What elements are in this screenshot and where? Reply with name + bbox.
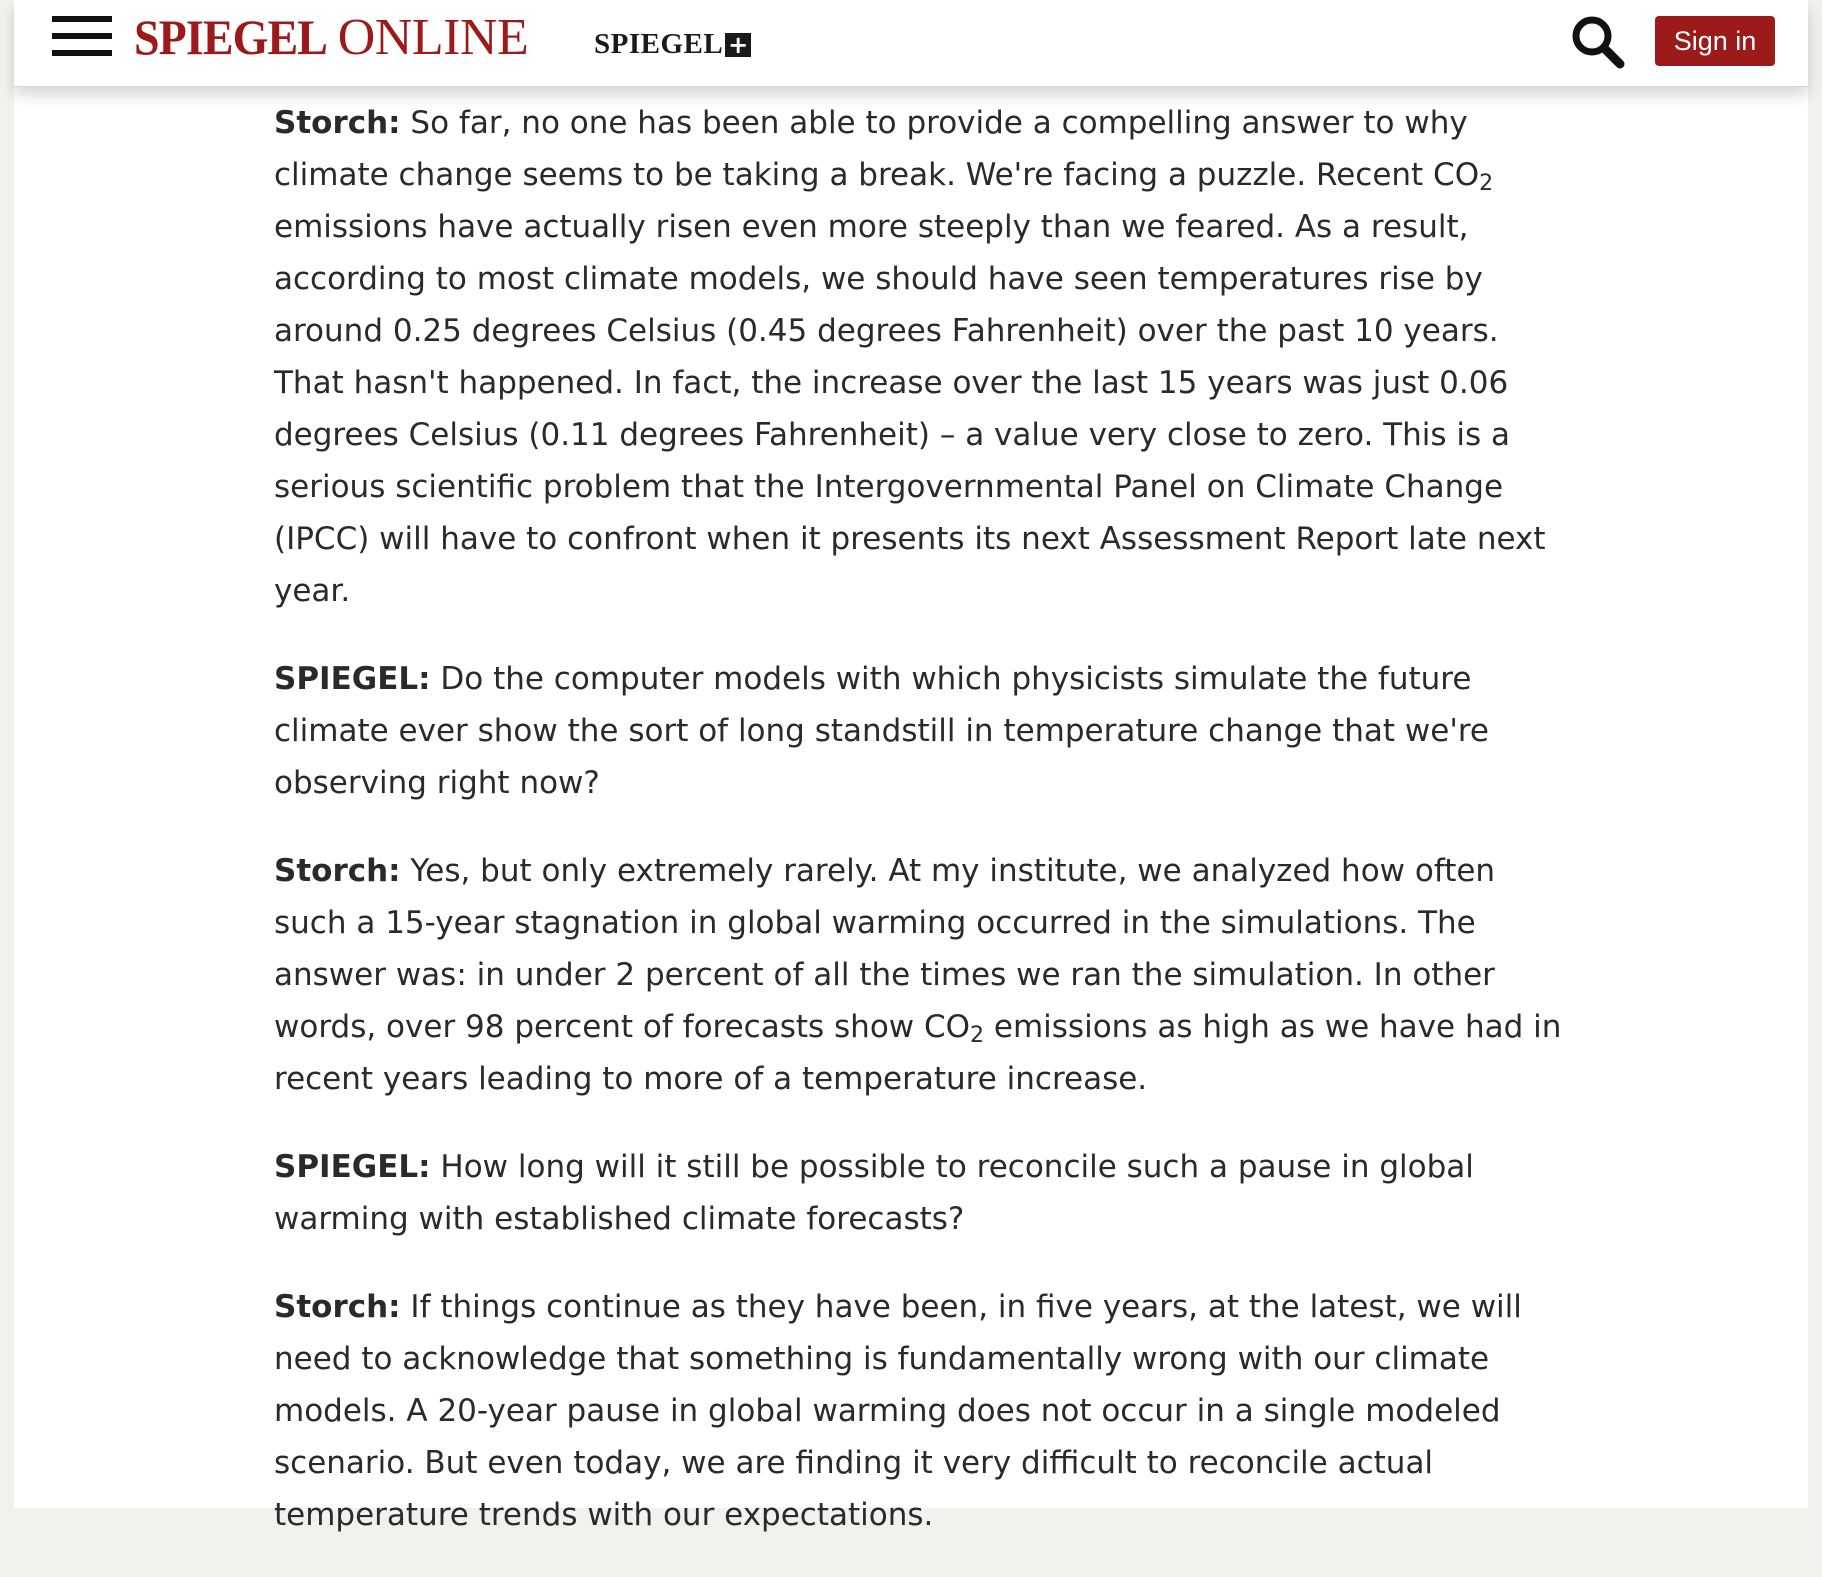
- paragraph-text: If things continue as they have been, in five years, at the latest, we will need to acknowledge that something is fundamentally wrong with our climate models. A 20-year pause in global warming does not occur in a single modeled scenario. But even today, we are finding it very difficult to reconcile actual temperature trends with our expectations.: [274, 1289, 1522, 1533]
- speaker-label: Storch:: [274, 105, 401, 141]
- spiegel-plus-label: SPIEGEL: [594, 28, 724, 60]
- logo-online-text: ONLINE: [337, 9, 529, 66]
- search-icon[interactable]: [1570, 14, 1626, 70]
- speaker-label: SPIEGEL:: [274, 661, 431, 697]
- site-header: [14, 0, 1808, 87]
- spiegel-plus-link[interactable]: [594, 28, 751, 61]
- site-logo[interactable]: [134, 8, 528, 68]
- interview-paragraph: [274, 845, 1564, 1105]
- paragraph-text: Do the computer models with which physicists simulate the future climate ever show the sort of long standstill in temperature change that we're observing right now?: [274, 661, 1489, 801]
- speaker-label: SPIEGEL:: [274, 1149, 431, 1185]
- paragraph-text: emissions have actually risen even more steeply than we feared. As a result, according to most climate models, we should have seen temperatures rise by around 0.25 degrees Celsius (0.45 degrees Fahrenheit) over the past 10 years. That hasn't happened. In fact, the increase over the last 15 years was just 0.06 degrees Celsius (0.11 degrees Fahrenheit) – a value very close to zero. This is a serious scientific problem that the Intergovernmental Panel on Climate Change (IPCC) will have to confront when it presents its next Assessment Report late next year.: [274, 209, 1546, 609]
- subscript: 2: [1479, 171, 1494, 196]
- paragraph-text: So far, no one has been able to provide a compelling answer to why climate change seems to be taking a break. We're facing a puzzle. Recent CO: [274, 105, 1480, 193]
- speaker-label: Storch:: [274, 853, 401, 889]
- hamburger-menu-icon[interactable]: [52, 16, 112, 56]
- speaker-label: Storch:: [274, 1289, 401, 1325]
- sign-in-button[interactable]: Sign in: [1655, 16, 1775, 66]
- interview-paragraph: [274, 653, 1564, 809]
- interview-paragraph: [274, 1281, 1564, 1541]
- plus-icon: +: [725, 33, 751, 57]
- paragraph-text: emissions as high as we have had in recent years leading to more of a temperature increase.: [274, 1009, 1562, 1097]
- interview-paragraph: [274, 1141, 1564, 1245]
- paragraph-text: How long will it still be possible to reconcile such a pause in global warming with established climate forecasts?: [274, 1149, 1474, 1237]
- paragraph-text: Yes, but only extremely rarely. At my institute, we analyzed how often such a 15-year stagnation in global warming occurred in the simulations. The answer was: in under 2 percent of all the times we ran the simulation. In other words, over 98 percent of forecasts show CO: [274, 853, 1496, 1045]
- subscript: 2: [970, 1023, 985, 1048]
- logo-spiegel-text: SPIEGEL: [134, 9, 327, 65]
- article-body: [274, 97, 1564, 1577]
- interview-paragraph: [274, 97, 1564, 617]
